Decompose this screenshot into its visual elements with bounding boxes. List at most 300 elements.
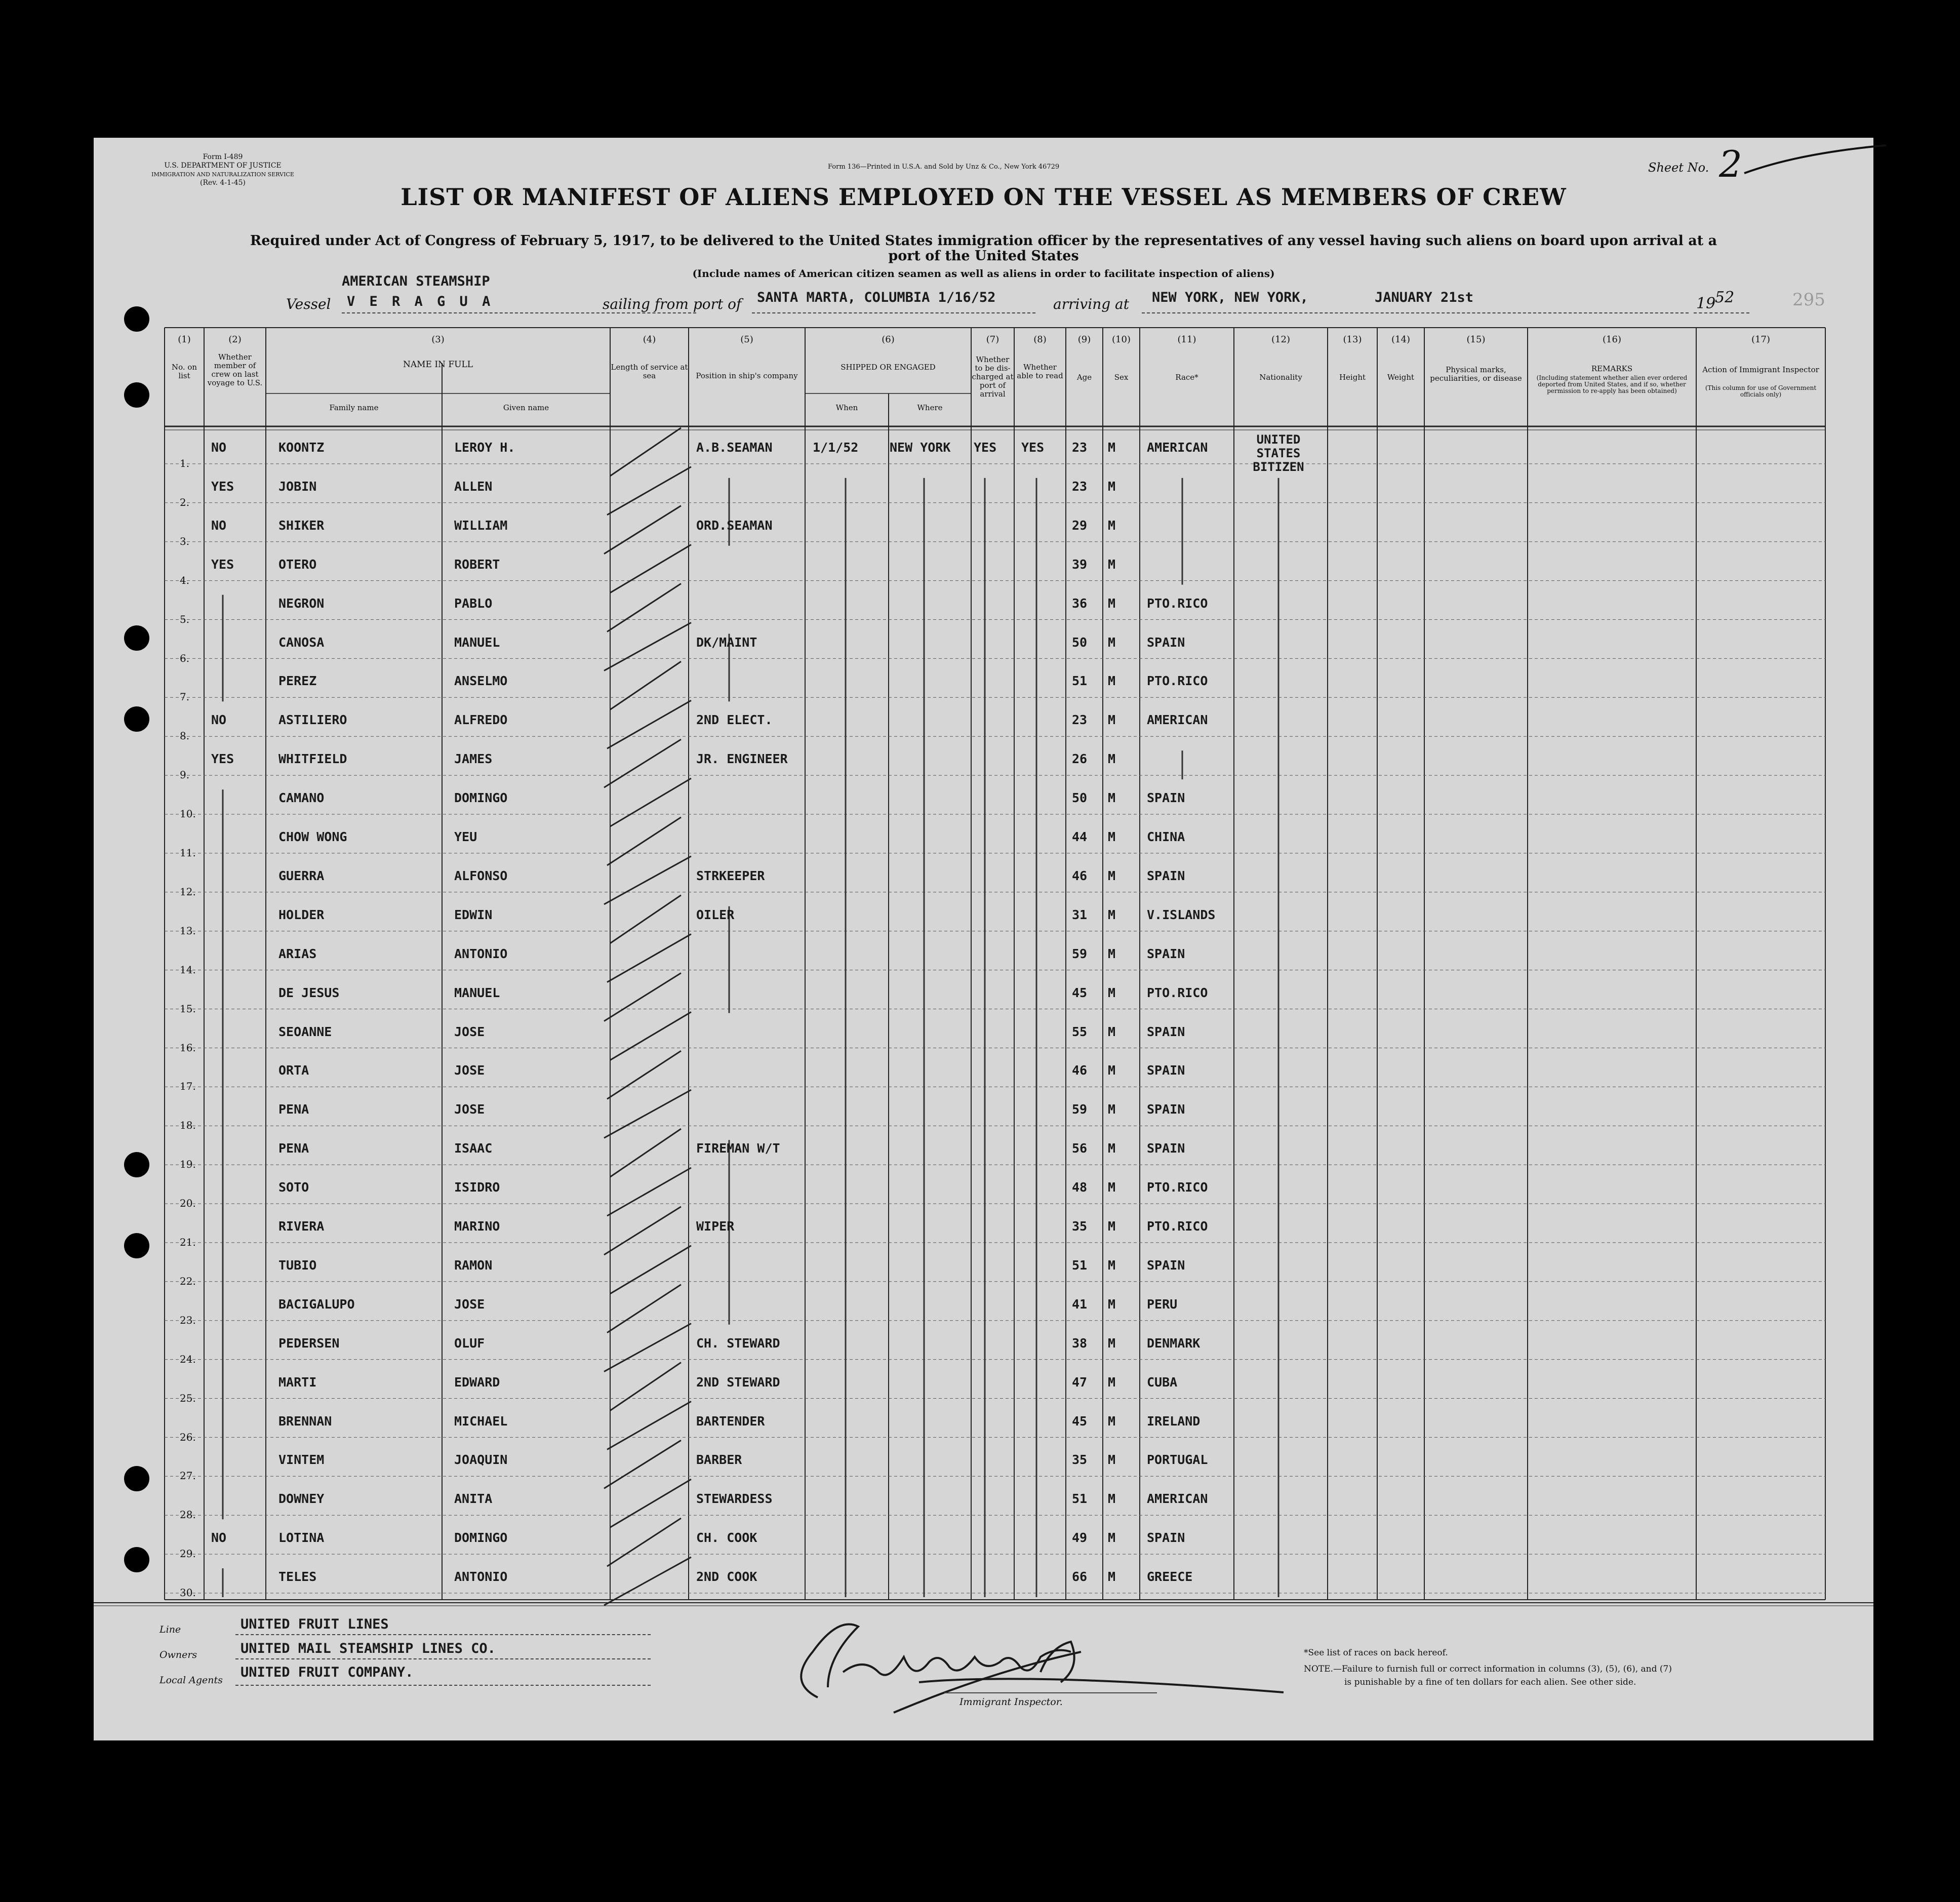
- row-number: 13.: [180, 924, 196, 937]
- service-strike: [604, 1557, 691, 1605]
- sex-cell: M: [1108, 1335, 1116, 1351]
- sex-cell: M: [1108, 1374, 1116, 1390]
- sex-cell: M: [1108, 751, 1116, 767]
- given-name-cell: MARINO: [454, 1219, 500, 1234]
- service-strike: [607, 584, 681, 632]
- row-number: 29.: [180, 1548, 196, 1560]
- owners-label: Owners: [159, 1649, 197, 1660]
- race-cell: SPAIN: [1147, 1102, 1185, 1117]
- sex-cell: M: [1108, 1491, 1116, 1507]
- family-name-cell: CHOW WONG: [278, 829, 347, 844]
- sex-cell: M: [1108, 1141, 1116, 1156]
- position-cell: STRKEEPER: [696, 868, 765, 883]
- position-cell: CH. STEWARD: [696, 1335, 780, 1351]
- race-cell: AMERICAN: [1147, 712, 1208, 728]
- sex-cell: M: [1108, 946, 1116, 961]
- age-cell: 56: [1072, 1141, 1088, 1156]
- position-cell: JR. ENGINEER: [696, 751, 788, 767]
- binder-hole: [124, 1152, 149, 1177]
- manifest-sheet: [94, 138, 1873, 1740]
- sex-cell: M: [1108, 1102, 1116, 1117]
- position-cell: ORD.SEAMAN: [696, 518, 773, 533]
- family-name-cell: ARIAS: [278, 946, 317, 961]
- given-name-cell: ANITA: [454, 1491, 493, 1507]
- column-number: (9): [1077, 334, 1091, 345]
- row-number: 19.: [180, 1158, 196, 1171]
- year-suffix: 52: [1715, 289, 1735, 306]
- sex-cell: M: [1108, 868, 1116, 883]
- race-cell: GREECE: [1147, 1569, 1193, 1584]
- family-name-cell: JOBIN: [278, 479, 317, 494]
- given-name-cell: JOSE: [454, 1102, 485, 1117]
- service-strike: [607, 817, 681, 865]
- nationality-cell: UNITED STATES BITIZEN: [1253, 432, 1304, 474]
- row-number: 4.: [180, 574, 190, 586]
- family-name-cell: VINTEM: [278, 1452, 325, 1468]
- age-cell: 29: [1072, 518, 1088, 533]
- position-cell: WIPER: [696, 1219, 735, 1234]
- port-from: SANTA MARTA, COLUMBIA 1/16/52: [757, 290, 996, 305]
- position-cell: DK/MAINT: [696, 635, 757, 650]
- given-name-cell: EDWIN: [454, 907, 493, 922]
- position-cell: 2ND COOK: [696, 1569, 757, 1584]
- age-cell: 66: [1072, 1569, 1088, 1584]
- race-cell: PTO.RICO: [1147, 985, 1208, 1000]
- sex-cell: M: [1108, 596, 1116, 611]
- family-name-cell: HOLDER: [278, 907, 325, 922]
- race-cell: SPAIN: [1147, 635, 1185, 650]
- position-cell: 2ND STEWARD: [696, 1374, 780, 1390]
- age-cell: 46: [1072, 868, 1088, 883]
- age-cell: 44: [1072, 829, 1088, 844]
- position-cell: OILER: [696, 907, 735, 922]
- service-strike: [607, 1285, 681, 1333]
- sex-cell: M: [1108, 635, 1116, 650]
- race-cell: SPAIN: [1147, 790, 1185, 806]
- given-name-cell: JOAQUIN: [454, 1452, 508, 1468]
- service-strike: [604, 1207, 681, 1255]
- service-strike: [604, 739, 681, 787]
- given-name-cell: ANTONIO: [454, 946, 508, 961]
- sex-cell: M: [1108, 1219, 1116, 1234]
- age-cell: 46: [1072, 1063, 1088, 1078]
- given-name-cell: ISIDRO: [454, 1180, 500, 1195]
- header-remarks: REMARKS: [1591, 364, 1633, 373]
- service-strike: [610, 1363, 681, 1411]
- row-number: 7.: [180, 691, 190, 703]
- row-number: 28.: [180, 1509, 196, 1521]
- vessel-type: AMERICAN STEAMSHIP: [342, 273, 490, 289]
- age-cell: 23: [1072, 479, 1088, 494]
- race-cell: V.ISLANDS: [1147, 907, 1216, 922]
- header-sex: Sex: [1114, 373, 1129, 382]
- given-name-cell: DOMINGO: [454, 1530, 508, 1546]
- age-cell: 45: [1072, 1413, 1088, 1429]
- service-strike: [610, 428, 681, 476]
- binder-hole: [124, 1466, 149, 1491]
- subtitle-act: Required under Act of Congress of February 5, 1917, to be delivered to the United States immigration officer by the representatives of any vessel having such aliens on board upon arrival at a: [250, 233, 1717, 249]
- age-cell: 36: [1072, 596, 1088, 611]
- race-cell: SPAIN: [1147, 1530, 1185, 1546]
- position-cell: BARBER: [696, 1452, 742, 1468]
- sex-cell: M: [1108, 985, 1116, 1000]
- given-name-cell: JAMES: [454, 751, 493, 767]
- sex-cell: M: [1108, 673, 1116, 689]
- header-when: When: [835, 403, 858, 412]
- column-number: (1): [178, 334, 191, 345]
- port-to: NEW YORK, NEW YORK,: [1152, 290, 1308, 305]
- row-number: 25.: [180, 1392, 196, 1404]
- agents-underline: [235, 1685, 651, 1686]
- discharged-cell: YES: [974, 440, 997, 455]
- sex-cell: M: [1108, 1024, 1116, 1039]
- family-name-cell: PEDERSEN: [278, 1335, 340, 1351]
- age-cell: 47: [1072, 1374, 1088, 1390]
- service-strike: [607, 1051, 681, 1099]
- age-cell: 26: [1072, 751, 1088, 767]
- column-number: (5): [740, 334, 753, 345]
- service-strike: [604, 1440, 681, 1488]
- header-last-voyage: Whether member of crew on last voyage to U.S.: [207, 352, 263, 387]
- penalty-note: NOTE.—Failure to furnish full or correct information in columns (3), (5), (6), and (7): [1304, 1664, 1672, 1674]
- family-name-cell: KOONTZ: [278, 440, 325, 455]
- sex-cell: M: [1108, 1180, 1116, 1195]
- header-given-name: Given name: [503, 403, 549, 412]
- race-cell: IRELAND: [1147, 1413, 1201, 1429]
- column-number: (14): [1391, 334, 1410, 345]
- age-cell: 23: [1072, 440, 1088, 455]
- arrival-date: JANUARY 21st: [1375, 290, 1474, 305]
- family-name-cell: PEREZ: [278, 673, 317, 689]
- last-voyage-cell: YES: [211, 479, 234, 494]
- family-name-cell: OTERO: [278, 557, 317, 572]
- sex-cell: M: [1108, 829, 1116, 844]
- age-cell: 51: [1072, 1491, 1088, 1507]
- row-number: 21.: [180, 1236, 196, 1248]
- sex-cell: M: [1108, 440, 1116, 455]
- shipped-when-cell: 1/1/52: [813, 440, 859, 455]
- inspector-signature: [727, 1596, 1334, 1728]
- given-name-cell: MANUEL: [454, 635, 500, 650]
- header-inspector-note: (This column for use of Government officials only): [1705, 384, 1817, 398]
- row-number: 22.: [180, 1275, 196, 1287]
- shipped-where-cell: NEW YORK: [890, 440, 951, 455]
- header-family-name: Family name: [329, 403, 379, 412]
- sex-cell: M: [1108, 1569, 1116, 1584]
- race-cell: PERU: [1147, 1296, 1178, 1312]
- sailing-label: sailing from port of: [603, 296, 742, 312]
- binder-hole: [124, 706, 149, 732]
- last-voyage-cell: NO: [211, 1530, 227, 1546]
- sex-cell: M: [1108, 790, 1116, 806]
- family-name-cell: MARTI: [278, 1374, 317, 1390]
- form-number: Form I-489: [203, 153, 243, 161]
- given-name-cell: ISAAC: [454, 1141, 493, 1156]
- column-number: (17): [1751, 334, 1770, 345]
- last-voyage-cell: YES: [211, 751, 234, 767]
- race-cell: CHINA: [1147, 829, 1185, 844]
- sex-cell: M: [1108, 518, 1116, 533]
- family-name-cell: TELES: [278, 1569, 317, 1584]
- position-cell: 2ND ELECT.: [696, 712, 773, 728]
- sex-cell: M: [1108, 1452, 1116, 1468]
- column-number: (4): [643, 334, 656, 345]
- binder-hole: [124, 306, 149, 332]
- given-name-cell: ALFONSO: [454, 868, 508, 883]
- header-name-in-full: NAME IN FULL: [403, 360, 473, 370]
- row-number: 30.: [180, 1587, 196, 1599]
- header-position: Position in ship's company: [696, 371, 798, 380]
- family-name-cell: SHIKER: [278, 518, 325, 533]
- row-number: 8.: [180, 730, 190, 742]
- printer-line: Form 136—Printed in U.S.A. and Sold by Unz & Co., New York 46729: [828, 163, 1060, 171]
- column-number: (16): [1603, 334, 1621, 345]
- age-cell: 50: [1072, 790, 1088, 806]
- column-number: (3): [431, 334, 445, 345]
- given-name-cell: ALFREDO: [454, 712, 508, 728]
- header-able-to-read: Whether able to read: [1017, 363, 1063, 380]
- service-strike: [610, 661, 681, 709]
- vessel-label: Vessel: [286, 296, 331, 312]
- race-cell: PTO.RICO: [1147, 596, 1208, 611]
- owners-underline: [235, 1658, 651, 1659]
- column-number: (12): [1271, 334, 1290, 345]
- row-number: 27.: [180, 1470, 196, 1482]
- header-height: Height: [1339, 373, 1366, 382]
- revision: (Rev. 4-1-45): [200, 179, 246, 187]
- given-name-cell: JOSE: [454, 1024, 485, 1039]
- race-cell: PTO.RICO: [1147, 673, 1208, 689]
- row-number: 14.: [180, 963, 196, 976]
- vessel-name: V E R A G U A: [347, 294, 494, 309]
- family-name-cell: NEGRON: [278, 596, 325, 611]
- column-number: (7): [986, 334, 999, 345]
- sex-cell: M: [1108, 1257, 1116, 1273]
- sheet-label: Sheet No.: [1648, 161, 1709, 175]
- age-cell: 35: [1072, 1452, 1088, 1468]
- age-cell: 59: [1072, 946, 1088, 961]
- race-cell: PTO.RICO: [1147, 1180, 1208, 1195]
- family-name-cell: PENA: [278, 1141, 309, 1156]
- given-name-cell: RAMON: [454, 1257, 493, 1273]
- penalty-note-cont: is punishable by a fine of ten dollars for each alien. See other side.: [1344, 1677, 1636, 1687]
- service-name: IMMIGRATION AND NATURALIZATION SERVICE: [151, 171, 294, 178]
- given-name-cell: LEROY H.: [454, 440, 515, 455]
- header-race: Race*: [1175, 373, 1198, 382]
- last-voyage-cell: NO: [211, 712, 227, 728]
- race-cell: PORTUGAL: [1147, 1452, 1208, 1468]
- given-name-cell: PABLO: [454, 596, 493, 611]
- sex-cell: M: [1108, 907, 1116, 922]
- owners-value: UNITED MAIL STEAMSHIP LINES CO.: [241, 1641, 496, 1656]
- family-name-cell: WHITFIELD: [278, 751, 347, 767]
- header-inspector-action: Action of Immigrant Inspector: [1702, 365, 1819, 374]
- race-cell: PTO.RICO: [1147, 1219, 1208, 1234]
- header-where: Where: [917, 403, 943, 412]
- service-strike: [610, 895, 681, 943]
- signature-line: [944, 1692, 1157, 1693]
- given-name-cell: OLUF: [454, 1335, 485, 1351]
- row-number: 1.: [180, 457, 190, 469]
- age-cell: 39: [1072, 557, 1088, 572]
- race-cell: SPAIN: [1147, 1024, 1185, 1039]
- position-cell: STEWARDESS: [696, 1491, 773, 1507]
- binder-hole: [124, 1547, 149, 1572]
- given-name-cell: MANUEL: [454, 985, 500, 1000]
- sheet-number: 2: [1719, 143, 1742, 185]
- race-cell: SPAIN: [1147, 868, 1185, 883]
- row-number: 2.: [180, 496, 190, 508]
- year-prefix: 19: [1696, 295, 1716, 312]
- page-stamp: 295: [1792, 290, 1825, 310]
- row-number: 6.: [180, 652, 190, 664]
- binder-hole: [124, 625, 149, 651]
- race-cell: DENMARK: [1147, 1335, 1201, 1351]
- age-cell: 48: [1072, 1180, 1088, 1195]
- sex-cell: M: [1108, 712, 1116, 728]
- sex-cell: M: [1108, 1063, 1116, 1078]
- given-name-cell: MICHAEL: [454, 1413, 508, 1429]
- age-cell: 55: [1072, 1024, 1088, 1039]
- row-number: 18.: [180, 1119, 196, 1132]
- header-remarks-note: (Including statement whether alien ever ordered deported from United States, and if so, whether permission to re-apply has been obtained): [1536, 374, 1688, 394]
- given-name-cell: WILLIAM: [454, 518, 508, 533]
- row-number: 26.: [180, 1431, 196, 1443]
- row-number: 3.: [180, 535, 190, 547]
- line-label: Line: [159, 1624, 181, 1635]
- family-name-cell: SOTO: [278, 1180, 309, 1195]
- inspector-label: Immigrant Inspector.: [959, 1696, 1063, 1708]
- column-number: (6): [882, 334, 895, 345]
- race-cell: SPAIN: [1147, 1257, 1185, 1273]
- family-name-cell: ASTILIERO: [278, 712, 347, 728]
- given-name-cell: ANTONIO: [454, 1569, 508, 1584]
- line-underline: [235, 1634, 651, 1635]
- race-cell: AMERICAN: [1147, 1491, 1208, 1507]
- given-name-cell: YEU: [454, 829, 477, 844]
- header-weight: Weight: [1387, 373, 1415, 382]
- family-name-cell: PENA: [278, 1102, 309, 1117]
- line-value: UNITED FRUIT LINES: [241, 1616, 389, 1632]
- service-strike: [610, 1129, 681, 1177]
- row-number: 9.: [180, 769, 190, 781]
- row-number: 10.: [180, 808, 196, 820]
- binder-hole: [124, 1233, 149, 1258]
- family-name-cell: SEOANNE: [278, 1024, 332, 1039]
- family-name-cell: DOWNEY: [278, 1491, 325, 1507]
- column-number: (2): [228, 334, 242, 345]
- header-shipped-engaged: SHIPPED OR ENGAGED: [841, 363, 936, 372]
- header-physical-marks: Physical marks, peculiarities, or disease: [1430, 365, 1522, 383]
- header-nationality: Nationality: [1259, 373, 1302, 382]
- family-name-cell: DE JESUS: [278, 985, 340, 1000]
- age-cell: 59: [1072, 1102, 1088, 1117]
- service-strike: [604, 506, 681, 554]
- subtitle-port: port of the United States: [888, 248, 1079, 264]
- age-cell: 45: [1072, 985, 1088, 1000]
- given-name-cell: JOSE: [454, 1063, 485, 1078]
- position-cell: FIREMAN W/T: [696, 1141, 780, 1156]
- row-number: 5.: [180, 613, 190, 625]
- row-number: 24.: [180, 1353, 196, 1365]
- agents-label: Local Agents: [159, 1675, 223, 1686]
- department: U.S. DEPARTMENT OF JUSTICE: [164, 162, 282, 170]
- family-name-cell: CANOSA: [278, 635, 325, 650]
- service-strike: [607, 1518, 681, 1566]
- family-name-cell: BACIGALUPO: [278, 1296, 355, 1312]
- family-name-cell: GUERRA: [278, 868, 325, 883]
- age-cell: 50: [1072, 635, 1088, 650]
- race-cell: CUBA: [1147, 1374, 1178, 1390]
- sex-cell: M: [1108, 1413, 1116, 1429]
- position-cell: BARTENDER: [696, 1413, 765, 1429]
- able-to-read-cell: YES: [1021, 440, 1045, 455]
- family-name-cell: ORTA: [278, 1063, 309, 1078]
- races-note: *See list of races on back hereof.: [1304, 1648, 1448, 1658]
- race-cell: AMERICAN: [1147, 440, 1208, 455]
- column-number: (10): [1112, 334, 1131, 345]
- given-name-cell: EDWARD: [454, 1374, 500, 1390]
- race-cell: SPAIN: [1147, 1141, 1185, 1156]
- subtitle-include: (Include names of American citizen seamen as well as aliens in order to facilitate inspection of aliens): [692, 267, 1275, 280]
- column-number: (8): [1033, 334, 1047, 345]
- row-number: 20.: [180, 1197, 196, 1210]
- age-cell: 51: [1072, 673, 1088, 689]
- sex-cell: M: [1108, 479, 1116, 494]
- age-cell: 23: [1072, 712, 1088, 728]
- sex-cell: M: [1108, 557, 1116, 572]
- age-cell: 31: [1072, 907, 1088, 922]
- column-number: (15): [1466, 334, 1486, 345]
- given-name-cell: DOMINGO: [454, 790, 508, 806]
- last-voyage-cell: YES: [211, 557, 234, 572]
- given-name-cell: ALLEN: [454, 479, 493, 494]
- row-number: 15.: [180, 1002, 196, 1015]
- given-name-cell: JOSE: [454, 1296, 485, 1312]
- family-name-cell: RIVERA: [278, 1219, 325, 1234]
- family-name-cell: TUBIO: [278, 1257, 317, 1273]
- age-cell: 49: [1072, 1530, 1088, 1546]
- race-cell: SPAIN: [1147, 946, 1185, 961]
- family-name-cell: BRENNAN: [278, 1413, 332, 1429]
- family-name-cell: CAMANO: [278, 790, 325, 806]
- service-strike: [604, 973, 681, 1021]
- agents-value: UNITED FRUIT COMPANY.: [241, 1665, 414, 1680]
- binder-hole: [124, 382, 149, 408]
- header-no-on-list: No. on list: [171, 363, 197, 380]
- column-number: (11): [1177, 334, 1196, 345]
- row-number: 11.: [180, 847, 196, 859]
- header-length-of-service: Length of service at sea: [611, 363, 688, 380]
- row-number: 17.: [180, 1080, 196, 1093]
- age-cell: 35: [1072, 1219, 1088, 1234]
- row-number: 12.: [180, 885, 196, 898]
- header-discharged: Whether to be dis-charged at port of arrival: [972, 355, 1014, 399]
- sex-cell: M: [1108, 1296, 1116, 1312]
- arriving-label: arriving at: [1053, 296, 1129, 312]
- row-number: 23.: [180, 1314, 196, 1326]
- age-cell: 51: [1072, 1257, 1088, 1273]
- page-title: LIST OR MANIFEST OF ALIENS EMPLOYED ON THE VESSEL AS MEMBERS OF CREW: [401, 183, 1567, 211]
- family-name-cell: LOTINA: [278, 1530, 325, 1546]
- given-name-cell: ANSELMO: [454, 673, 508, 689]
- position-cell: CH. COOK: [696, 1530, 757, 1546]
- given-name-cell: ROBERT: [454, 557, 500, 572]
- sex-cell: M: [1108, 1530, 1116, 1546]
- header-age: Age: [1076, 373, 1092, 382]
- position-cell: A.B.SEAMAN: [696, 440, 773, 455]
- age-cell: 41: [1072, 1296, 1088, 1312]
